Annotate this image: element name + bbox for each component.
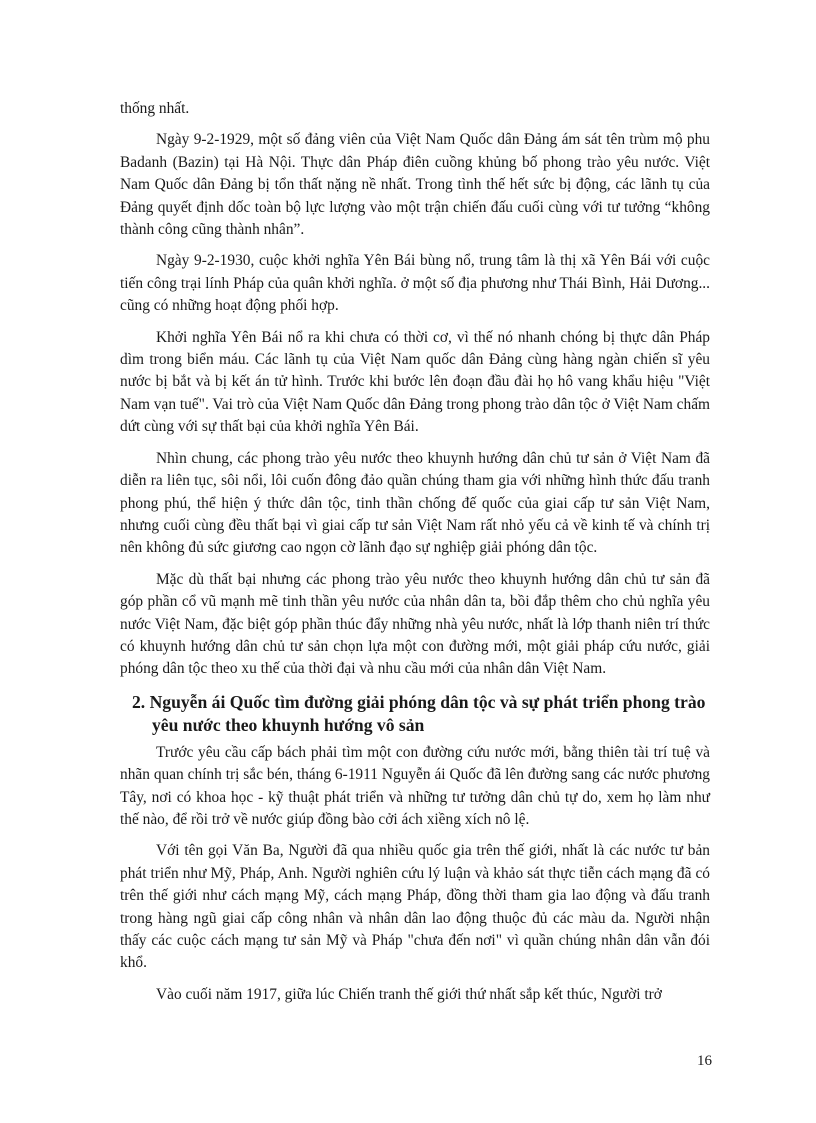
paragraph-continuation: thống nhất. <box>120 100 190 117</box>
paragraph-yen-bai-failure: Khởi nghĩa Yên Bái nổ ra khi chưa có thời cơ, vì thế nó nhanh chóng bị thực dân Pháp dìm trong biển máu. Các lãnh tụ của Việt Nam quốc dân Đảng cùng hàng ngàn chiến sĩ yêu nước bị bắt và bị kết án tử hình. Trước khi bước lên đoạn đầu đài họ hô vang khẩu hiệu "Việt Nam vạn tuế". Vai trò của Việt Nam Quốc dân Đảng trong phong trào dân tộc ở Việt Nam chấm dứt cùng với sự thất bại của khởi nghĩa Yên Bái. <box>120 328 710 436</box>
page-number: 16 <box>697 1053 712 1069</box>
paragraph-movement-legacy: Mặc dù thất bại nhưng các phong trào yêu nước theo khuynh hướng dân chủ tư sản đã góp phần cổ vũ mạnh mẽ tinh thần yêu nước của nhân dân ta, bồi đắp thêm cho chủ nghĩa yêu nước Việt Nam, đặc biệt góp phần thúc đẩy những nhà yêu nước, nhất là lớp thanh niên trí thức có khuynh hướng dân chủ tư sản chọn lựa một con đường mới, một giải pháp cứu nước, giải phóng dân tộc theo xu thế của thời đại và nhu cầu mới của nhân dân Việt Nam. <box>120 570 710 678</box>
paragraph-yen-bai-uprising: Ngày 9-2-1930, cuộc khởi nghĩa Yên Bái bùng nổ, trung tâm là thị xã Yên Bái với cuộc tiến công trại lính Pháp của quân khởi nghĩa. ở một số địa phương như Thái Bình, Hải Dương... cũng có những hoạt động phối hợp. <box>120 252 710 315</box>
paragraph-van-ba-travels: Với tên gọi Văn Ba, Người đã qua nhiều quốc gia trên thế giới, nhất là các nước tư bản phát triển như Mỹ, Pháp, Anh. Người nghiên cứu lý luận và khảo sát thực tiễn cách mạng đã có trên thế giới như cách mạng Mỹ, cách mạng Pháp, đồng thời tham gia lao động và đấu tranh trong hàng ngũ giai cấp công nhân và nhân dân lao động thuộc đủ các màu da. Người nhận thấy các cuộc cách mạng tư sản Mỹ và Pháp "chưa đến nơi" vì quần chúng nhân dân vẫn đói khổ. <box>120 842 710 972</box>
paragraph-departure-1911: Trước yêu cầu cấp bách phải tìm một con đường cứu nước mới, bằng thiên tài trí tuệ và nhãn quan chính trị sắc bén, tháng 6-1911 Nguyễn ái Quốc đã lên đường sang các nước phương Tây, nơi có khoa học - kỹ thuật phát triển và những tư tưởng dân chủ tự do, xem họ làm như thế nào, để rồi trở về nước giúp đồng bào cởi ách xiềng xích nô lệ. <box>120 743 710 828</box>
page-body <box>120 98 710 1015</box>
paragraph-bazin-assassination: Ngày 9-2-1929, một số đảng viên của Việt Nam Quốc dân Đảng ám sát tên trùm mộ phu Badanh (Bazin) tại Hà Nội. Thực dân Pháp điên cuồng khủng bố phong trào yêu nước. Việt Nam Quốc dân Đảng bị tổn thất nặng nề nhất. Trong tình thế hết sức bị động, các lãnh tụ của Đảng quyết định dốc toàn bộ lực lượng vào một trận chiến đấu cuối cùng với tư tưởng “không thành công cũng thành nhân”. <box>120 131 710 239</box>
paragraph-1917: Vào cuối năm 1917, giữa lúc Chiến tranh thế giới thứ nhất sắp kết thúc, Người trở <box>156 985 662 1003</box>
section-heading: 2. Nguyễn ái Quốc tìm đường giải phóng dân tộc và sự phát triển phong trào yêu nước theo khuynh hướng vô sản <box>132 691 706 735</box>
paragraph-bourgeois-movements-summary: Nhìn chung, các phong trào yêu nước theo khuynh hướng dân chủ tư sản ở Việt Nam đã diễn ra liên tục, sôi nổi, lôi cuốn đông đảo quần chúng tham gia với những hình thức đấu tranh phong phú, thể hiện ý thức dân tộc, tinh thần chống đế quốc của giai cấp tư sản Việt Nam, nhưng cuối cùng đều thất bại vì giai cấp tư sản Việt Nam rất nhỏ yếu cả về kinh tế và chính trị nên không đủ sức giương cao ngọn cờ lãnh đạo sự nghiệp giải phóng dân tộc. <box>120 449 710 557</box>
